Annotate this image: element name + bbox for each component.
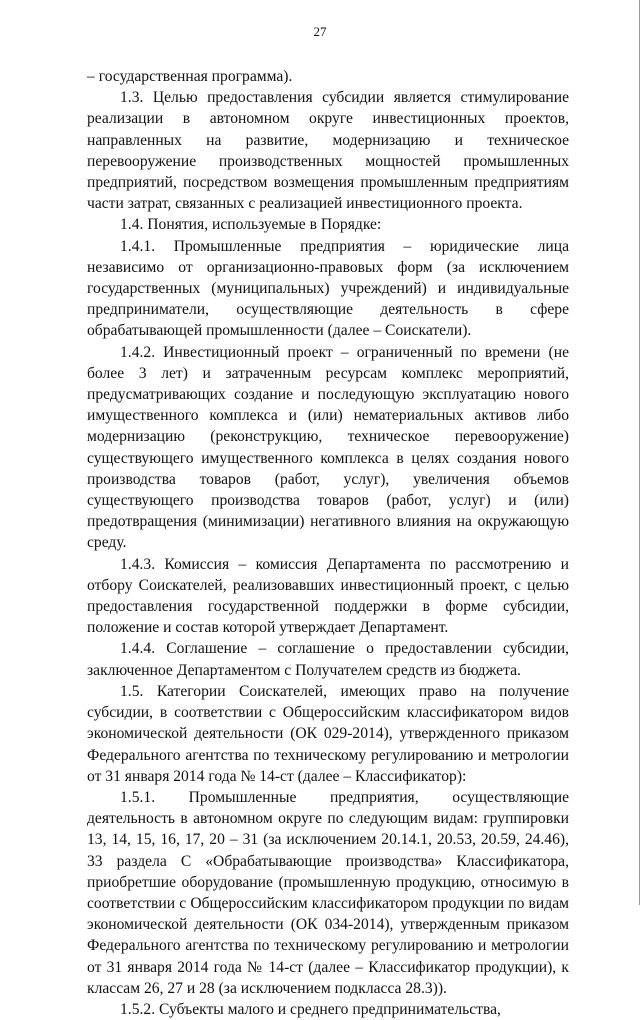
paragraph-1-5: 1.5. Категории Соискателей, имеющих право на получение субсидии, в соответствии с Общероссийским классификатором видов экономической деятельности (ОК 029-2014), утвержденного приказом Федерального агентства по техническому регулированию и метрологии от 31 января 2014 года № 14-ст (далее – Классификатор): (87, 682, 569, 785)
paragraph-1-4-4: 1.4.4. Соглашение – соглашение о предоставлении субсидии, заключенное Департаментом с Получателем средств из бюджета. (87, 640, 569, 679)
document-body (87, 66, 569, 1020)
paragraph-1-3: 1.3. Целью предоставления субсидии является стимулирование реализации в автономном округе инвестиционных проектов, направленных на развитие, модернизацию и техническое перевооружение производственных мощностей промышленных предприятий, посредством возмещения промышленным предприятиям части затрат, связанных с реализацией инвестиционного проекта. (87, 89, 569, 213)
paragraph-1-4-1: 1.4.1. Промышленные предприятия – юридические лица независимо от организационно-правовых форм (за исключением государственных (муниципальных) учреждений) и индивидуальные предприниматели, осуществляющие деятельность в сфере обрабатывающей промышленности (далее – Соискатели). (87, 237, 569, 340)
paragraph-continuation: – государственная программа). (87, 68, 293, 85)
paragraph-1-4: 1.4. Понятия, используемые в Порядке: (120, 216, 382, 234)
paragraph-1-5-2: 1.5.2. Субъекты малого и среднего предпринимательства, (120, 1000, 501, 1018)
paragraph-1-4-2: 1.4.2. Инвестиционный проект – ограниченный по времени (не более 3 лет) и затраченным ресурсам комплекс мероприятий, предусматривающих создание и последующую эксплуатацию нового имущественного комплекса и (или) нематериальных активов либо модернизацию (реконструкцию, техническое перевооружение) существующего имущественного комплекса в целях создания нового производства товаров (работ, услуг), увеличения объемов существующего производства товаров (работ, услуг) и (или) предотвращения (минимизации) негативного влияния на окружающую среду. (87, 343, 569, 552)
paragraph-1-4-3: 1.4.3. Комиссия – комиссия Департамента по рассмотрению и отбору Соискателей, реализовавших инвестиционный проект, с целью предоставления государственной поддержки в форме субсидии, положение и состав которой утверждает Департамент. (87, 555, 569, 637)
paragraph-1-5-1: 1.5.1. Промышленные предприятия, осуществляющие деятельность в автономном округе по следующим видам: группировки 13, 14, 15, 16, 17, 20 – 31 (за исключением 20.14.1, 20.53, 20.59, 24.46), 33 раздела С «Обрабатывающие производства» Классификатора, приобретшие оборудование (промышленную продукцию, относимую в соответствии с Общероссийским классификатором продукции по видам экономической деятельности (ОК 034-2014), утвержденным приказом Федерального агентства по техническому регулированию и метрологии от 31 января 2014 года № 14-ст (далее – Классификатор продукции), к классам 26, 27 и 28 (за исключением подкласса 28.3)). (87, 788, 569, 997)
page-number: 27 (313, 24, 327, 39)
